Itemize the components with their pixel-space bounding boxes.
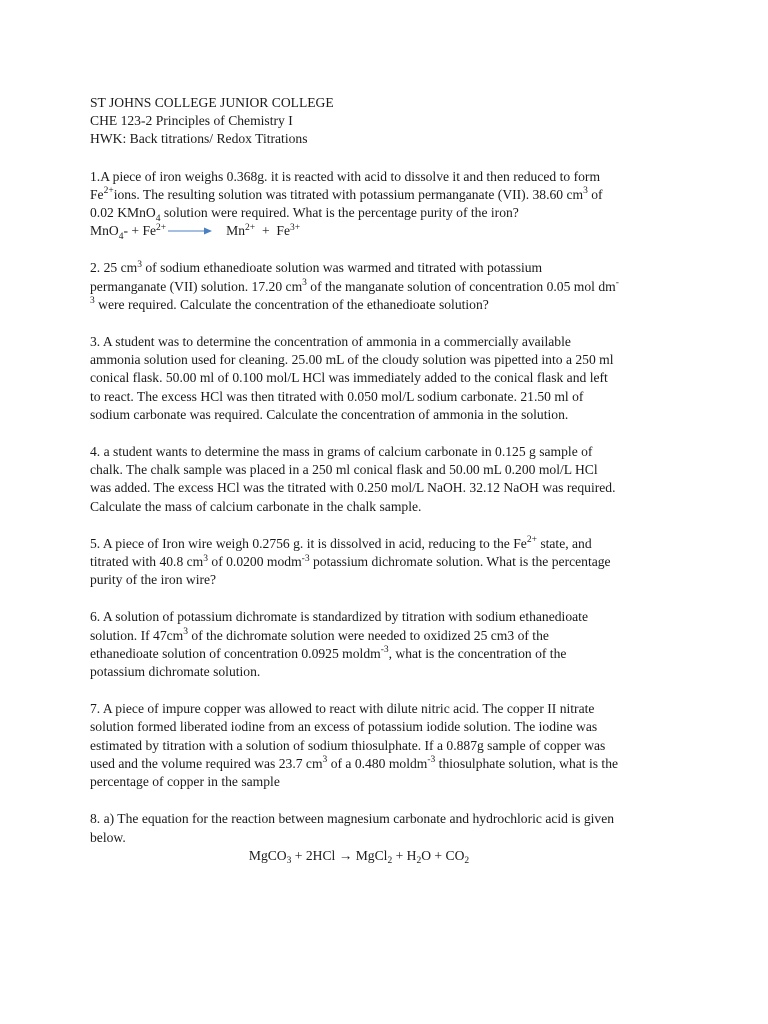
question-2	[90, 259, 698, 314]
q7-line: estimated by titration with a solution of sodium thiosulphate. If a 0.887g sample of copper was	[90, 737, 606, 753]
q2-line: $^3$ were required. Calculate the concentration of the ethanedioate solution?	[90, 296, 489, 312]
q7-line: 7. A piece of impure copper was allowed to react with dilute nitric acid. The copper II nitrate	[90, 701, 595, 717]
homework-title: HWK: Back titrations/ Redox Titrations	[90, 131, 308, 147]
q5-line: titrated with 40.8 $cm^3$ of 0.0200 modm$^{-3}$ potassium dichromate solution. What is the percentage	[90, 553, 611, 570]
q3-line: to react. The excess HCl was then titrated with 0.050 mol/L sodium carbonate. 21.50 ml of	[90, 388, 584, 404]
q6-line: ethanedioate solution of concentration 0.0925 moldm$^{-3}$, what is the concentration of the	[90, 645, 567, 661]
school-name: ST JOHNS COLLEGE JUNIOR COLLEGE	[90, 95, 334, 110]
q8-line: 8. a) The equation for the reaction between magnesium carbonate and hydrochloric acid is given	[90, 811, 615, 827]
q7-line: used and the volume required was 23.7 $cm^3$ of a 0.480 moldm$^{-3}$ thiosulphate solution, what is the	[90, 755, 619, 771]
q3-line: conical flask. 50.00 ml of 0.100 mol/L HCl was immediately added to the conical flask and left	[90, 370, 608, 386]
q2-line: 2. 25 $cm^3$ of sodium ethanedioate solution was warmed and titrated with potassium	[90, 259, 543, 276]
q1-line: $Fe^{2+}ions$. The resulting solution was titrated with potassium permanganate (VII). 38.60 $cm^3$ of	[90, 186, 603, 202]
q5-line: purity of the iron wire?	[90, 572, 217, 588]
q2-line: permanganate (VII) solution. 17.20 $cm^3$ of the manganate solution of concentration 0.05 mol dm-	[90, 278, 619, 294]
q1-line: 1.A piece of iron weighs 0.368g. it is reacted with acid to dissolve it and then reduced to form	[90, 168, 601, 184]
document-header	[90, 94, 698, 149]
q7-line: percentage of copper in the sample	[90, 774, 280, 790]
q8-equation: MgCO$_3$ + 2HCl → MgCl$_2$ + $H_2O + CO_2$	[248, 847, 470, 867]
q4-line: chalk. The chalk sample was placed in a 250 ml conical flask and 50.00 mL 0.200 mol/L HCl	[90, 462, 598, 478]
q6-line: potassium dichromate solution.	[90, 664, 261, 680]
question-7	[90, 700, 698, 791]
reaction-arrow-icon	[168, 226, 212, 236]
question-5	[90, 535, 698, 590]
q6-line: 6. A solution of potassium dichromate is standardized by titration with sodium ethanedioate	[90, 609, 588, 625]
q4-line: 4. a student wants to determine the mass in grams of calcium carbonate in 0.125 g sample of	[90, 444, 593, 460]
q3-line: ammonia solution used for cleaning. 25.00 mL of the cloudy solution was pipetted into a 250 ml	[90, 352, 614, 368]
q7-line: solution formed liberated iodine from an excess of potassium iodide solution. The iodine was	[90, 719, 598, 735]
q6-line: solution. If $47cm^3$ of the dichromate solution were needed to oxidized 25 cm3 of the	[90, 627, 549, 643]
question-4	[90, 443, 698, 516]
q1-line: 0.02 KMnO$_4$ solution were required. What is the percentage purity of the iron?	[90, 205, 519, 224]
q1-equation: $MnO_4- + Fe^{2+}$ $Mn^{2+} + Fe^{3+}$	[90, 222, 301, 242]
q3-line: 3. A student was to determine the concentration of ammonia in a commercially available	[90, 334, 571, 350]
question-6	[90, 608, 698, 681]
q4-line: was added. The excess HCl was the titrated with 0.250 mol/L NaOH. 32.12 NaOH was required.	[90, 480, 616, 496]
question-8	[90, 810, 698, 865]
question-1	[90, 168, 698, 241]
q8-line: below.	[90, 829, 126, 845]
q5-line: 5. A piece of Iron wire weigh 0.2756 g. it is dissolved in acid, reducing to the $Fe^{2+}$ state, and	[90, 535, 592, 551]
question-3	[90, 333, 698, 424]
course-title: CHE 123-2 Principles of Chemistry I	[90, 113, 293, 129]
q3-line: sodium carbonate was required. Calculate the concentration of ammonia in the solution.	[90, 406, 569, 422]
q4-line: Calculate the mass of calcium carbonate in the chalk sample.	[90, 498, 422, 514]
